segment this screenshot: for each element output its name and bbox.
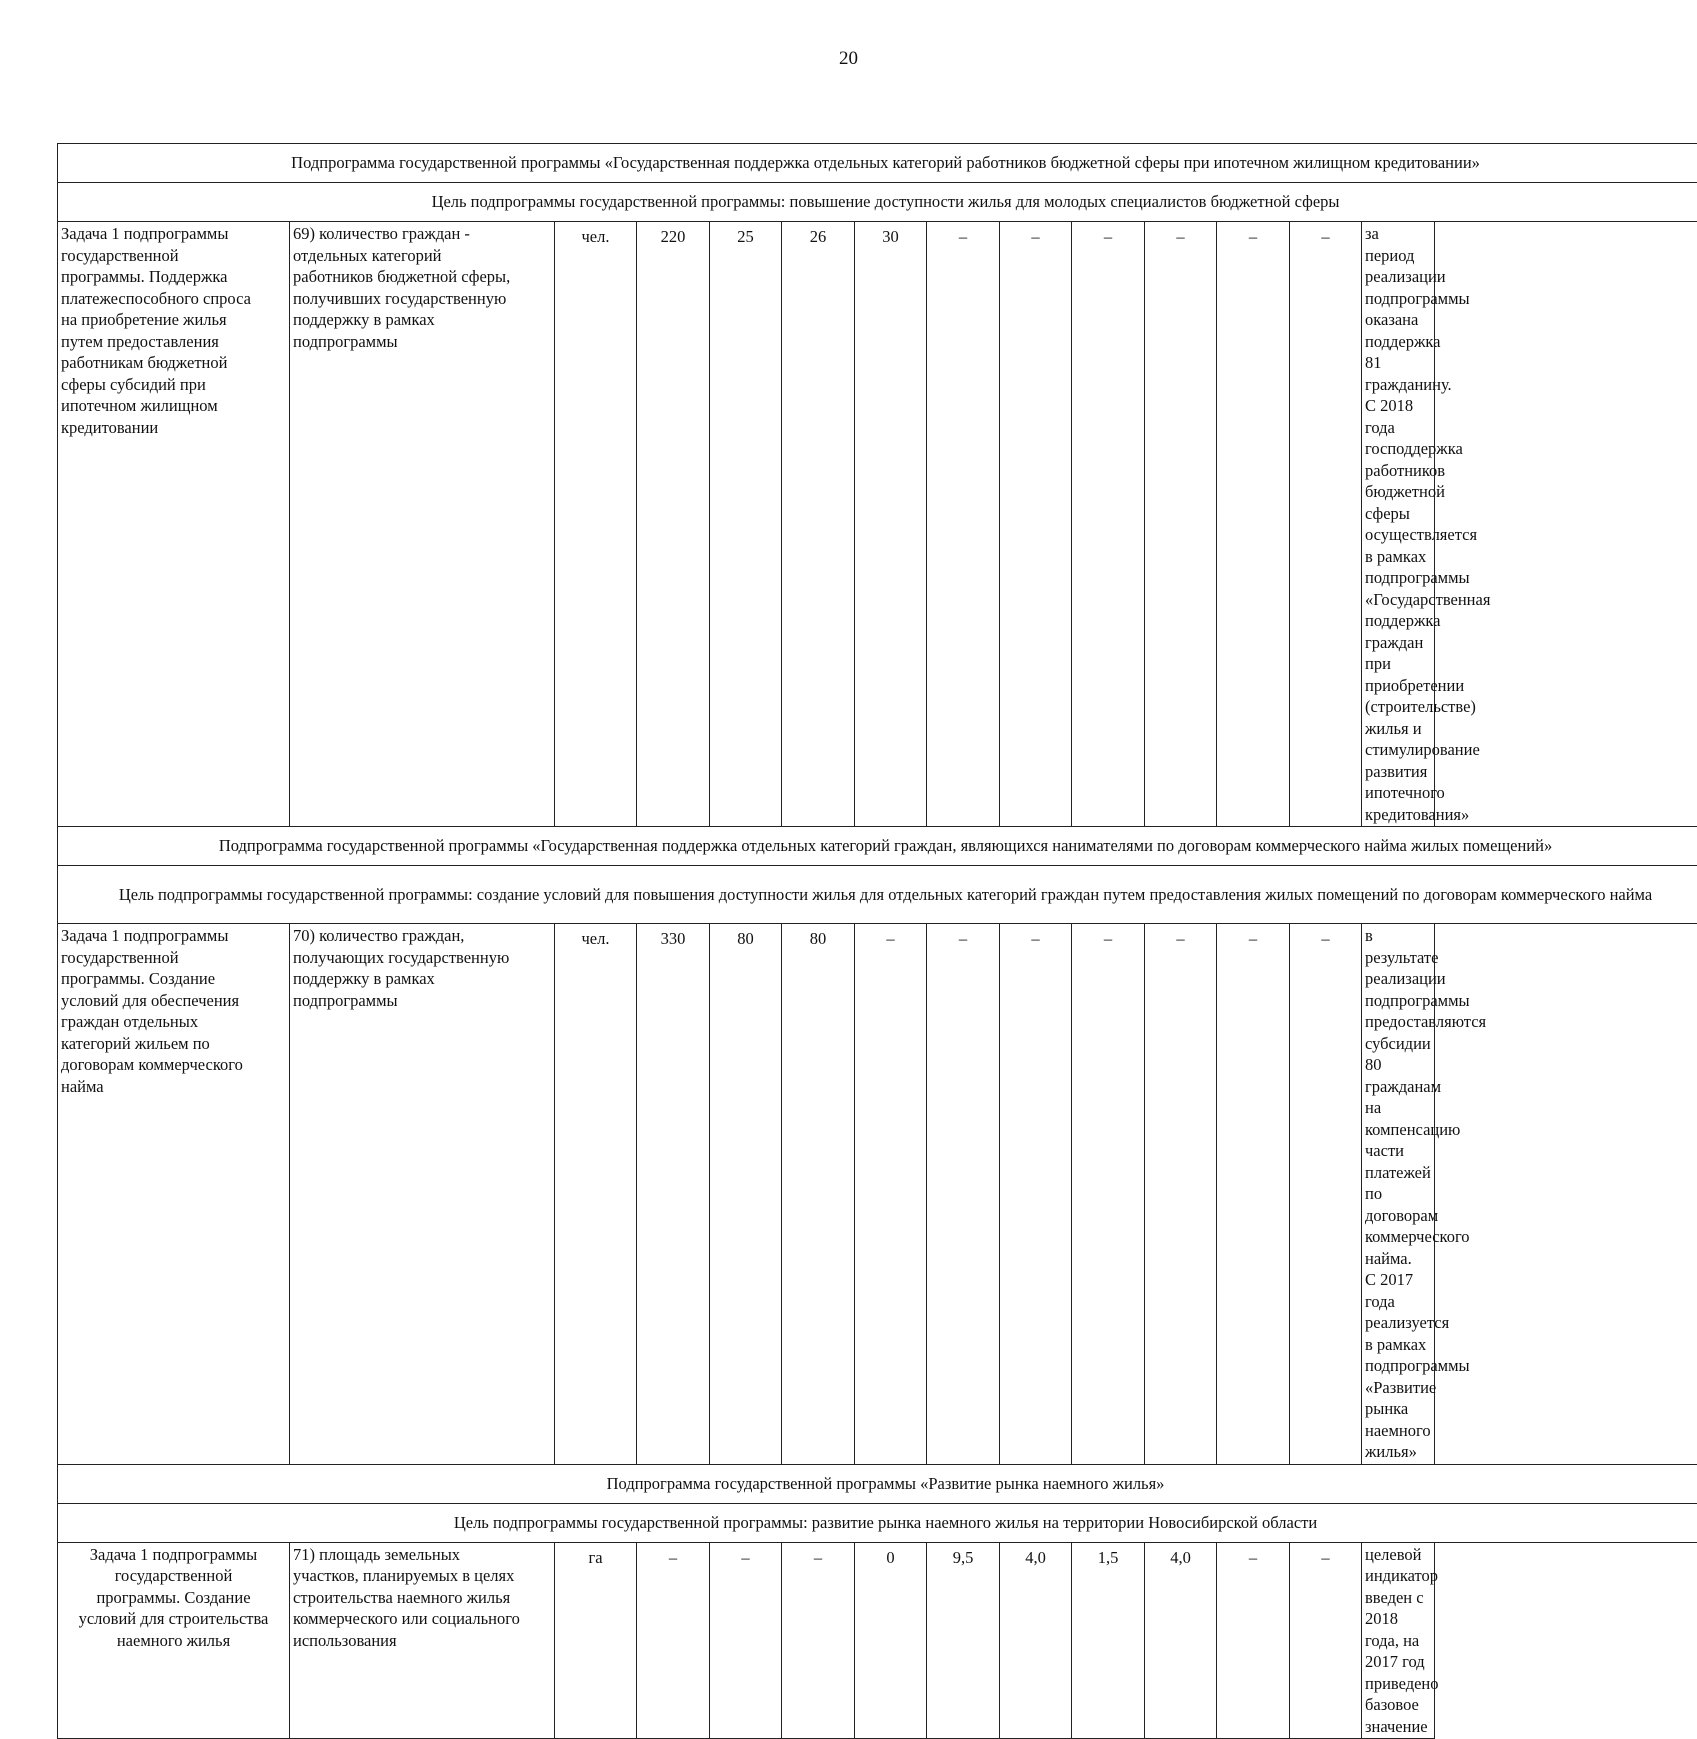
value-cell: 80 <box>710 924 782 1465</box>
table-row <box>58 924 1697 1465</box>
value-cell: – <box>1000 222 1072 827</box>
goal-row <box>58 183 1697 222</box>
task-cell: Задача 1 подпрограммы государственной программы. Создание условий для строительства наемного жилья <box>58 1542 290 1739</box>
table-row <box>58 222 1697 827</box>
value-cell: 330 <box>637 924 710 1465</box>
value-cell: – <box>710 1542 782 1739</box>
unit-cell: га <box>555 1542 637 1739</box>
task-cell: Задача 1 подпрограммы государственной программы. Поддержка платежеспособного спроса на приобретение жилья путем предоставления работникам бюджетной сферы субсидий при ипотечном жилищном кредитовании <box>58 222 290 827</box>
subprogram-title: Подпрограмма государственной программы «Государственная поддержка отдельных категорий работников бюджетной сферы при ипотечном жилищном кредитовании» <box>58 144 1697 183</box>
value-cell: – <box>1145 924 1217 1465</box>
page-number: 20 <box>0 48 1697 70</box>
subprogram-title: Подпрограмма государственной программы «Государственная поддержка отдельных категорий граждан, являющихся нанимателями по договорам коммерческого найма жилых помещений» <box>58 827 1697 866</box>
goal-title: Цель подпрограммы государственной программы: повышение доступности жилья для молодых специалистов бюджетной сферы <box>58 183 1697 222</box>
value-cell: – <box>1290 924 1362 1465</box>
indicators-table <box>57 143 1697 1739</box>
comment-cell: за период реализации подпрограммы оказана поддержка 81 гражданину. С 2018 года господдержка работников бюджетной сферы осуществляется в рамках подпрограммы «Государственная поддержка граждан при приобретении (строительстве) жилья и стимулирование развития ипотечного кредитования» <box>1362 222 1435 827</box>
value-cell: 9,5 <box>927 1542 1000 1739</box>
indicator-cell: 69) количество граждан - отдельных категорий работников бюджетной сферы, получивших государственную поддержку в рамках подпрограммы <box>290 222 555 827</box>
task-cell: Задача 1 подпрограммы государственной программы. Создание условий для обеспечения граждан отдельных категорий жильем по договорам коммерческого найма <box>58 924 290 1465</box>
table-row <box>58 1542 1697 1739</box>
goal-title: Цель подпрограммы государственной программы: создание условий для повышения доступности жилья для отдельных категорий граждан путем предоставления жилых помещений по договорам коммерческого найма <box>58 866 1697 924</box>
value-cell: – <box>1072 222 1145 827</box>
indicator-cell: 71) площадь земельных участков, планируемых в целях строительства наемного жилья коммерческого или социального использования <box>290 1542 555 1739</box>
subprogram-row <box>58 1464 1697 1503</box>
comment-cell: целевой индикатор введен с 2018 года, на 2017 год приведено базовое значение <box>1362 1542 1435 1739</box>
indicator-cell: 70) количество граждан, получающих государственную поддержку в рамках подпрограммы <box>290 924 555 1465</box>
value-cell: – <box>1290 1542 1362 1739</box>
value-cell: – <box>1000 924 1072 1465</box>
value-cell: 80 <box>782 924 855 1465</box>
subprogram-row <box>58 827 1697 866</box>
value-cell: 4,0 <box>1145 1542 1217 1739</box>
value-cell: – <box>1217 222 1290 827</box>
value-cell: 25 <box>710 222 782 827</box>
value-cell: 0 <box>855 1542 927 1739</box>
value-cell: – <box>927 222 1000 827</box>
goal-row <box>58 866 1697 924</box>
value-cell: – <box>1290 222 1362 827</box>
value-cell: 220 <box>637 222 710 827</box>
unit-cell: чел. <box>555 924 637 1465</box>
subprogram-title: Подпрограмма государственной программы «Развитие рынка наемного жилья» <box>58 1464 1697 1503</box>
value-cell: 1,5 <box>1072 1542 1145 1739</box>
value-cell: – <box>782 1542 855 1739</box>
value-cell: 30 <box>855 222 927 827</box>
value-cell: – <box>1145 222 1217 827</box>
subprogram-row <box>58 144 1697 183</box>
goal-title: Цель подпрограммы государственной программы: развитие рынка наемного жилья на территории Новосибирской области <box>58 1503 1697 1542</box>
value-cell: 4,0 <box>1000 1542 1072 1739</box>
value-cell: – <box>1217 1542 1290 1739</box>
value-cell: – <box>637 1542 710 1739</box>
comment-cell: в результате реализации подпрограммы предоставляются субсидии 80 гражданам на компенсацию части платежей по договорам коммерческого найма. С 2017 года реализуется в рамках подпрограммы «Развитие рынка наемного жилья» <box>1362 924 1435 1465</box>
goal-row <box>58 1503 1697 1542</box>
value-cell: 26 <box>782 222 855 827</box>
value-cell: – <box>1072 924 1145 1465</box>
value-cell: – <box>855 924 927 1465</box>
unit-cell: чел. <box>555 222 637 827</box>
value-cell: – <box>1217 924 1290 1465</box>
value-cell: – <box>927 924 1000 1465</box>
